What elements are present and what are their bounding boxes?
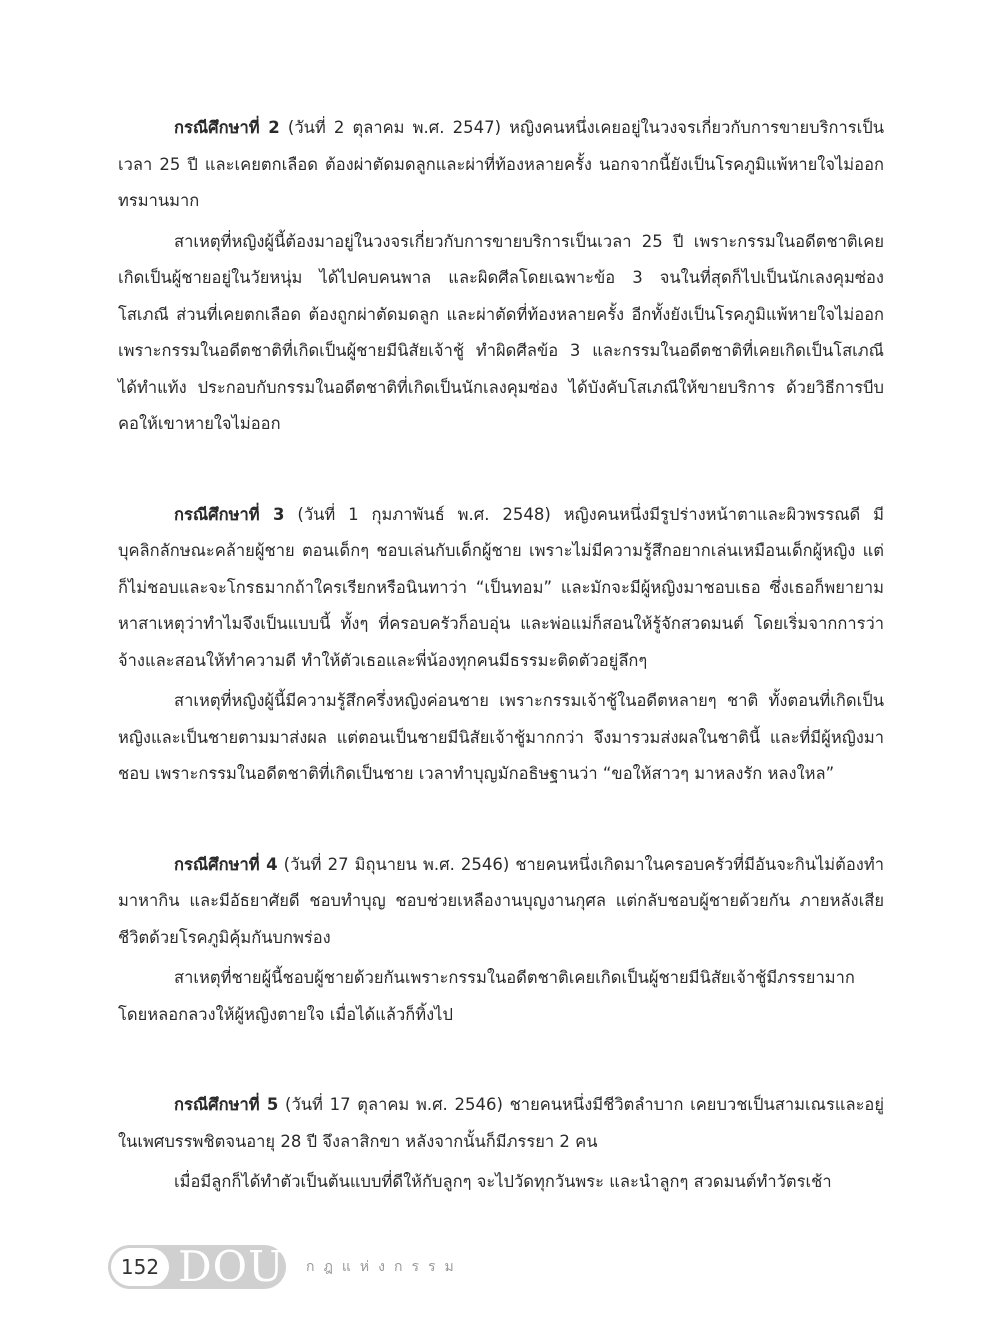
case-study-5 [118,1087,884,1201]
book-title: กฎแห่งกรรม [306,1259,463,1275]
case-study-4 [118,847,884,1034]
page-footer [108,1242,463,1291]
case-intro-text: (วันที่ 27 มิถุนายน พ.ศ. 2546) ชายคนหนึ่งเกิดมาในครอบครัวที่มีอันจะกินไม่ต้องทำมาหากิน และมีอัธยาศัยดี ชอบทำบุญ ชอบช่วยเหลืองานบุญงานกุศล แต่กลับชอบผู้ชายด้วยกัน ภายหลังเสียชีวิตด้วยโรคภูมิคุ้มกันบกพร่อง [118,854,884,947]
case-paragraph: สาเหตุที่ชายผู้นี้ชอบผู้ชายด้วยกันเพราะกรรมในอดีตชาติเคยเกิดเป็นผู้ชายมีนิสัยเจ้าชู้มีภรรยามาก โดยหลอกลวงให้ผู้หญิงตายใจ เมื่อได้แล้วก็ทิ้งไป [118,968,855,1024]
case-title: กรณีศึกษาที่ 4 [174,854,278,874]
case-intro [118,497,884,680]
document-body [118,110,884,1205]
case-paragraph: เมื่อมีลูกก็ได้ทำตัวเป็นต้นแบบที่ดีให้กับลูกๆ จะไปวัดทุกวันพระ และนำลูกๆ สวดมนต์ทำวัตรเช้า [174,1172,832,1191]
case-intro-text: (วันที่ 1 กุมภาพันธ์ พ.ศ. 2548) หญิงคนหนึ่งมีรูปร่างหน้าตาและผิวพรรณดี มีบุคลิกลักษณะคล้ายผู้ชาย ตอนเด็กๆ ชอบเล่นกับเด็กผู้ชาย เพราะไม่มีความรู้สึกอยากเล่นเหมือนเด็กผู้หญิง แต่ก็ไม่ชอบและจะโกรธมากถ้าใครเรียกหรือนินทาว่า “เป็นทอม” และมักจะมีผู้หญิงมาชอบเธอ ซึ่งเธอก็พยายามหาสาเหตุว่าทำไมจึงเป็นแบบนี้ ทั้งๆ ที่ครอบครัวก็อบอุ่น และพ่อแม่ก็สอนให้รู้จักสวดมนต์ โดยเริ่มจากการว่าจ้างและสอนให้ทำความดี ทำให้ตัวเธอและพี่น้องทุกคนมีธรรมะติดตัวอยู่ลึกๆ [118,504,884,670]
case-paragraph: สาเหตุที่หญิงผู้นี้มีความรู้สึกครึ่งหญิงค่อนชาย เพราะกรรมเจ้าชู้ในอดีตหลายๆ ชาติ ทั้งตอนที่เกิดเป็นหญิงและเป็นชายตามมาส่งผล แต่ตอนเป็นชายมีนิสัยเจ้าชู้มากกว่า จึงมารวมส่งผลในชาตินี้ และที่มีผู้หญิงมาชอบ เพราะกรรมในอดีตชาติที่เกิดเป็นชาย เวลาทำบุญมักอธิษฐานว่า “ขอให้สาวๆ มาหลงรัก หลงใหล” [118,691,884,783]
case-intro [118,847,884,957]
case-intro-text: (วันที่ 2 ตุลาคม พ.ศ. 2547) หญิงคนหนึ่งเคยอยู่ในวงจรเกี่ยวกับการขายบริการเป็นเวลา 25 ปี และเคยตกเลือด ต้องผ่าตัดมดลูกและผ่าที่ท้องหลายครั้ง นอกจากนี้ยังเป็นโรคภูมิแพ้หายใจไม่ออก ทรมานมาก [118,118,885,210]
footer-badge [108,1242,286,1291]
case-study-3 [118,497,884,793]
case-paragraph: สาเหตุที่หญิงผู้นี้ต้องมาอยู่ในวงจรเกี่ยวกับการขายบริการเป็นเวลา 25 ปี เพราะกรรมในอดีตชาติเคยเกิดเป็นผู้ชายอยู่ในวัยหนุ่ม ได้ไปคบคนพาล และผิดศีลโดยเฉพาะข้อ 3 จนในที่สุดก็ไปเป็นนักเลงคุมซ่องโสเภณี ส่วนที่เคยตกเลือด ต้องถูกผ่าตัดมดลูก และผ่าตัดที่ท้องหลายครั้ง อีกทั้งยังเป็นโรคภูมิแพ้หายใจไม่ออก เพราะกรรมในอดีตชาติที่เกิดเป็นผู้ชายมีนิสัยเจ้าชู้ ทำผิดศีลข้อ 3 และกรรมในอดีตชาติที่เคยเกิดเป็นโสเภณี ได้ทำแท้ง ประกอบกับกรรมในอดีตชาติที่เกิดเป็นนักเลงคุมซ่อง ได้บังคับโสเภณีให้ขายบริการ ด้วยวิธีการบีบคอให้เขาหายใจไม่ออก [118,231,884,433]
case-intro-text: (วันที่ 17 ตุลาคม พ.ศ. 2546) ชายคนหนึ่งมีชีวิตลำบาก เคยบวชเป็นสามเณรและอยู่ในเพศบรรพชิตจนอายุ 28 ปี จึงลาสิกขา หลังจากนั้นก็มีภรรยา 2 คน [118,1095,885,1151]
page-number: 152 [111,1248,169,1286]
case-intro [118,1087,884,1160]
case-title: กรณีศึกษาที่ 5 [174,1095,279,1114]
case-intro [118,110,884,220]
case-title: กรณีศึกษาที่ 3 [174,504,285,524]
case-study-2 [118,110,884,443]
dou-logo: DOU [178,1242,285,1291]
case-title: กรณีศึกษาที่ 2 [174,118,280,137]
